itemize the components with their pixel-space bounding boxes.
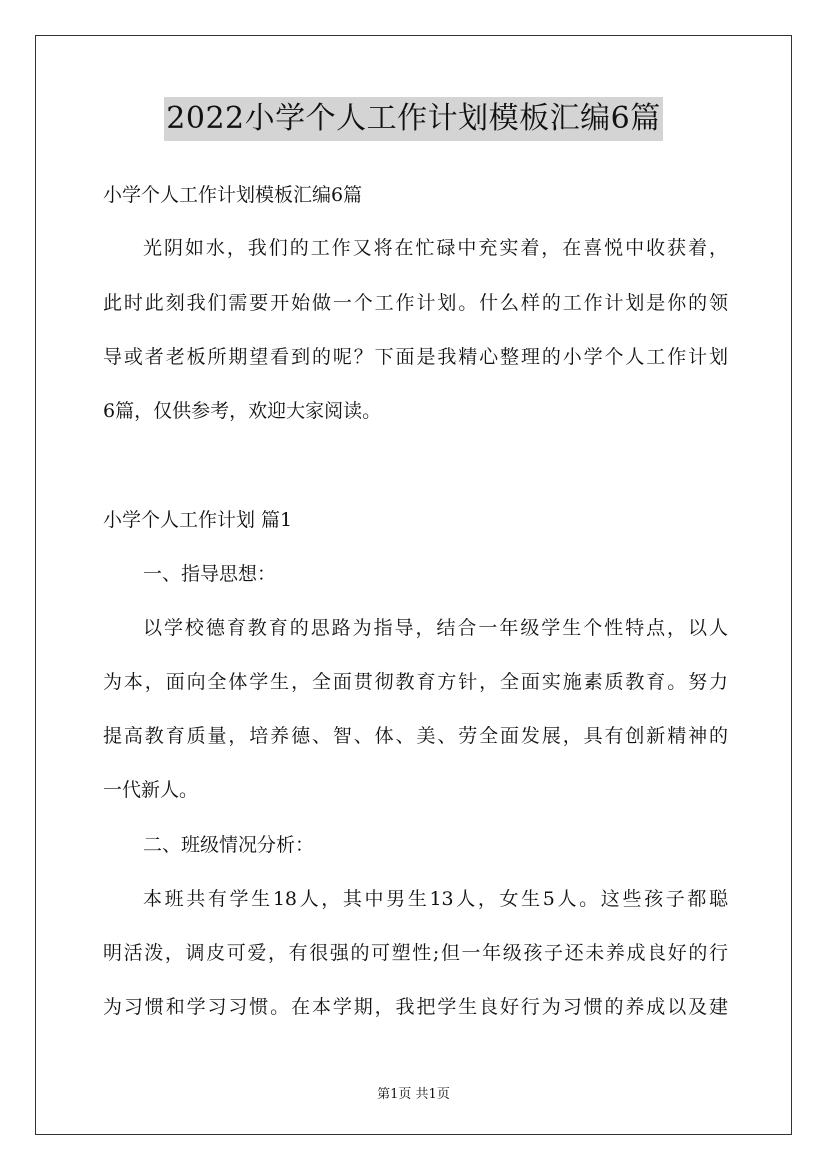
intro-line: 此时此刻我们需要开始做一个工作计划。什么样的工作计划是你的领	[103, 292, 728, 314]
paragraph-line: 明活泼，调皮可爱，有很强的可塑性;但一年级孩子还未养成良好的行	[103, 942, 728, 964]
heading-guiding-ideology: 一、指导思想：	[143, 563, 277, 585]
paragraph-line: 为本，面向全体学生，全面贯彻教育方针，全面实施素质教育。努力	[103, 671, 728, 693]
document-title: 2022小学个人工作计划模板汇编6篇	[164, 97, 662, 141]
intro-line: 6篇，仅供参考，欢迎大家阅读。	[103, 400, 382, 422]
intro-line: 导或者老板所期望看到的呢？下面是我精心整理的小学个人工作计划	[103, 346, 728, 368]
paragraph-line: 提高教育质量，培养德、智、体、美、劳全面发展，具有创新精神的	[103, 725, 728, 747]
paragraph-line: 以学校德育教育的思路为指导，结合一年级学生个性特点，以人	[143, 617, 728, 639]
page-footer: 第1页 共1页	[377, 1087, 450, 1102]
heading-class-analysis: 二、班级情况分析：	[143, 834, 315, 856]
section-heading: 小学个人工作计划 篇1	[103, 509, 293, 531]
title-container	[0, 97, 827, 141]
paragraph-line: 一代新人。	[103, 779, 199, 801]
document-subtitle: 小学个人工作计划模板汇编6篇	[103, 184, 363, 206]
intro-line: 光阴如水，我们的工作又将在忙碌中充实着，在喜悦中收获着，	[143, 237, 728, 259]
paragraph-line: 为习惯和学习习惯。在本学期，我把学生良好行为习惯的养成以及建	[103, 996, 728, 1018]
paragraph-line: 本班共有学生18人，其中男生13人，女生5人。这些孩子都聪	[143, 888, 728, 910]
